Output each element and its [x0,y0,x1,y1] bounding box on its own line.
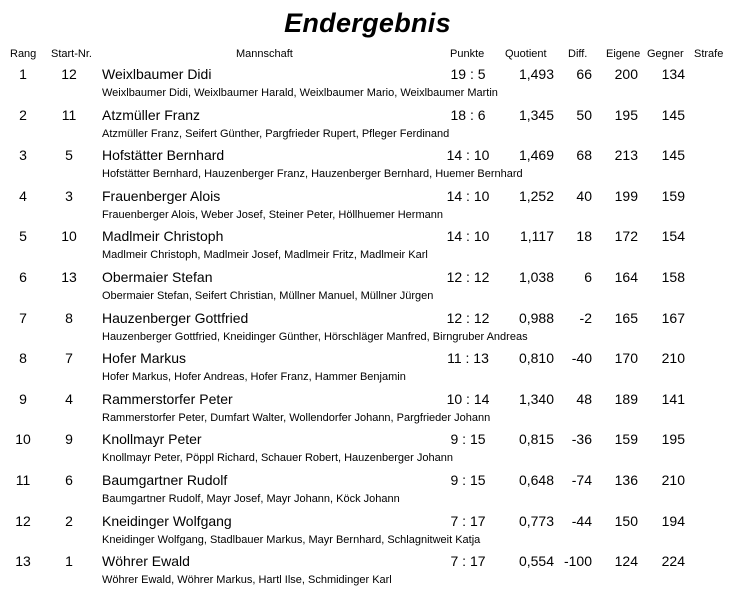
own-score-cell: 164 [614,269,638,285]
rank-cell: 3 [19,147,27,164]
difference-cell: 68 [576,147,592,164]
rank-cell: 6 [19,269,27,285]
header-strafe: Strafe [694,48,724,60]
start-number-cell: 13 [61,269,77,285]
points-cell: 14 : 10 [446,228,490,245]
opponent-score-cell: 210 [661,472,685,488]
table-row [0,472,735,512]
team-name: Hofer Markus [102,350,187,367]
points-cell: 18 : 6 [450,106,486,123]
difference-cell: 6 [584,269,592,285]
table-row [0,188,735,228]
team-name: Weixlbaumer Didi [102,66,212,82]
rank-cell: 11 [15,472,31,488]
team-name: Frauenberger Alois [102,187,221,204]
start-number-cell: 6 [65,472,73,488]
table-row [0,107,735,147]
header-mannschaft: Mannschaft [236,48,293,60]
difference-cell: -36 [571,431,592,448]
difference-cell: -2 [579,309,592,326]
difference-cell: 66 [576,66,592,82]
difference-cell: -100 [563,553,592,570]
team-name: Madlmeir Christoph [102,228,224,245]
team-members: Madlmeir Christoph, Madlmeir Josef, Madlmeir Fritz, Madlmeir Karl [102,249,428,262]
team-name: Atzmüller Franz [102,106,201,123]
start-number-cell: 11 [61,106,77,123]
table-row [0,310,735,350]
opponent-score-cell: 224 [661,553,685,570]
table-row [0,147,735,187]
team-members: Rammerstorfer Peter, Dumfart Walter, Wollendorfer Johann, Pargfrieder Johann [102,411,491,424]
quotient-cell: 1,038 [518,269,554,285]
points-cell: 12 : 12 [446,309,490,326]
team-name: Hofstätter Bernhard [102,147,225,164]
own-score-cell: 200 [614,66,638,82]
opponent-score-cell: 154 [661,228,685,245]
opponent-score-cell: 134 [661,66,685,82]
difference-cell: 48 [576,390,592,407]
table-row [0,391,735,431]
rank-cell: 10 [15,431,31,448]
own-score-cell: 213 [614,147,638,164]
points-cell: 19 : 5 [450,66,486,82]
difference-cell: 40 [576,187,592,204]
quotient-cell: 0,988 [518,309,554,326]
quotient-cell: 1,345 [518,106,554,123]
own-score-cell: 165 [614,309,638,326]
table-row [0,431,735,471]
own-score-cell: 172 [614,228,638,245]
team-members: Wöhrer Ewald, Wöhrer Markus, Hartl Ilse, Schmidinger Karl [102,574,392,587]
team-name: Rammerstorfer Peter [102,390,233,407]
opponent-score-cell: 145 [661,147,685,164]
quotient-cell: 0,773 [518,512,554,529]
header-rang: Rang [10,48,37,60]
points-cell: 12 : 12 [446,269,490,285]
table-row [0,513,735,553]
points-cell: 10 : 14 [446,390,490,407]
header-diff: Diff. [568,48,588,60]
rank-cell: 9 [19,390,27,407]
table-row [0,553,735,593]
opponent-score-cell: 145 [661,106,685,123]
rank-cell: 7 [19,309,27,326]
quotient-cell: 1,469 [518,147,554,164]
opponent-score-cell: 167 [661,309,685,326]
header-eigene: Eigene [606,48,641,60]
quotient-cell: 0,648 [518,472,554,488]
team-name: Kneidinger Wolfgang [102,512,232,529]
difference-cell: -44 [571,512,592,529]
quotient-cell: 1,252 [518,187,554,204]
start-number-cell: 7 [65,350,73,367]
own-score-cell: 170 [614,350,638,367]
difference-cell: 18 [576,228,592,245]
page-title: Endergebnis [284,8,451,38]
difference-cell: 50 [576,106,592,123]
own-score-cell: 195 [614,106,638,123]
table-row [0,228,735,268]
difference-cell: -40 [571,350,592,367]
table-row [0,66,735,106]
points-cell: 7 : 17 [450,553,486,570]
own-score-cell: 136 [614,472,638,488]
opponent-score-cell: 210 [661,350,685,367]
own-score-cell: 189 [614,390,638,407]
opponent-score-cell: 194 [661,512,685,529]
rank-cell: 4 [19,187,27,204]
quotient-cell: 0,810 [518,350,554,367]
team-name: Baumgartner Rudolf [102,472,228,488]
rank-cell: 13 [15,553,31,570]
team-members: Atzmüller Franz, Seifert Günther, Pargfrieder Rupert, Pfleger Ferdinand [102,127,450,140]
start-number-cell: 10 [61,228,77,245]
points-cell: 14 : 10 [446,187,490,204]
own-score-cell: 199 [614,187,638,204]
own-score-cell: 159 [614,431,638,448]
opponent-score-cell: 158 [661,269,685,285]
start-number-cell: 4 [65,390,73,407]
start-number-cell: 1 [65,553,73,570]
table-row [0,350,735,390]
start-number-cell: 9 [65,431,73,448]
team-name: Wöhrer Ewald [102,553,190,570]
opponent-score-cell: 195 [661,431,685,448]
team-members: Knollmayr Peter, Pöppl Richard, Schauer Robert, Hauzenberger Johann [102,452,453,465]
team-members: Hofer Markus, Hofer Andreas, Hofer Franz, Hammer Benjamin [102,371,406,384]
header-gegner: Gegner [647,48,684,60]
points-cell: 14 : 10 [446,147,490,164]
points-cell: 11 : 13 [447,350,489,367]
rank-cell: 2 [19,106,27,123]
points-cell: 9 : 15 [450,431,486,448]
own-score-cell: 150 [614,512,638,529]
quotient-cell: 1,340 [518,390,554,407]
team-members: Weixlbaumer Didi, Weixlbaumer Harald, Weixlbaumer Mario, Weixlbaumer Martin [102,87,498,99]
own-score-cell: 124 [614,553,638,570]
rank-cell: 1 [19,66,27,82]
team-members: Baumgartner Rudolf, Mayr Josef, Mayr Johann, Köck Johann [102,493,400,505]
team-name: Knollmayr Peter [102,431,202,448]
team-name: Obermaier Stefan [102,269,213,285]
table-row [0,269,735,309]
team-members: Obermaier Stefan, Seifert Christian, Müllner Manuel, Müllner Jürgen [102,290,434,302]
team-members: Hofstätter Bernhard, Hauzenberger Franz, Hauzenberger Bernhard, Huemer Bernhard [102,168,523,181]
quotient-cell: 1,493 [518,66,554,82]
header-start-nr: Start-Nr. [51,48,92,60]
quotient-cell: 0,554 [518,553,554,570]
team-name: Hauzenberger Gottfried [102,309,249,326]
difference-cell: -74 [571,472,592,488]
points-cell: 7 : 17 [450,512,486,529]
points-cell: 9 : 15 [450,472,486,488]
team-members: Frauenberger Alois, Weber Josef, Steiner Peter, Höllhuemer Hermann [102,208,443,221]
opponent-score-cell: 141 [661,390,685,407]
team-members: Hauzenberger Gottfried, Kneidinger Günther, Hörschläger Manfred, Birngruber Andreas [102,330,528,343]
rank-cell: 8 [19,350,27,367]
rank-cell: 12 [15,512,31,529]
start-number-cell: 12 [61,66,77,82]
team-members: Kneidinger Wolfgang, Stadlbauer Markus, Mayr Bernhard, Schlagnitweit Katja [102,533,481,546]
header-quotient: Quotient [505,48,547,60]
start-number-cell: 2 [65,512,73,529]
start-number-cell: 5 [65,147,73,164]
quotient-cell: 0,815 [518,431,554,448]
rank-cell: 5 [19,228,27,245]
start-number-cell: 8 [65,309,73,326]
start-number-cell: 3 [65,187,73,204]
opponent-score-cell: 159 [661,187,685,204]
header-punkte: Punkte [450,48,485,60]
quotient-cell: 1,117 [520,228,554,245]
